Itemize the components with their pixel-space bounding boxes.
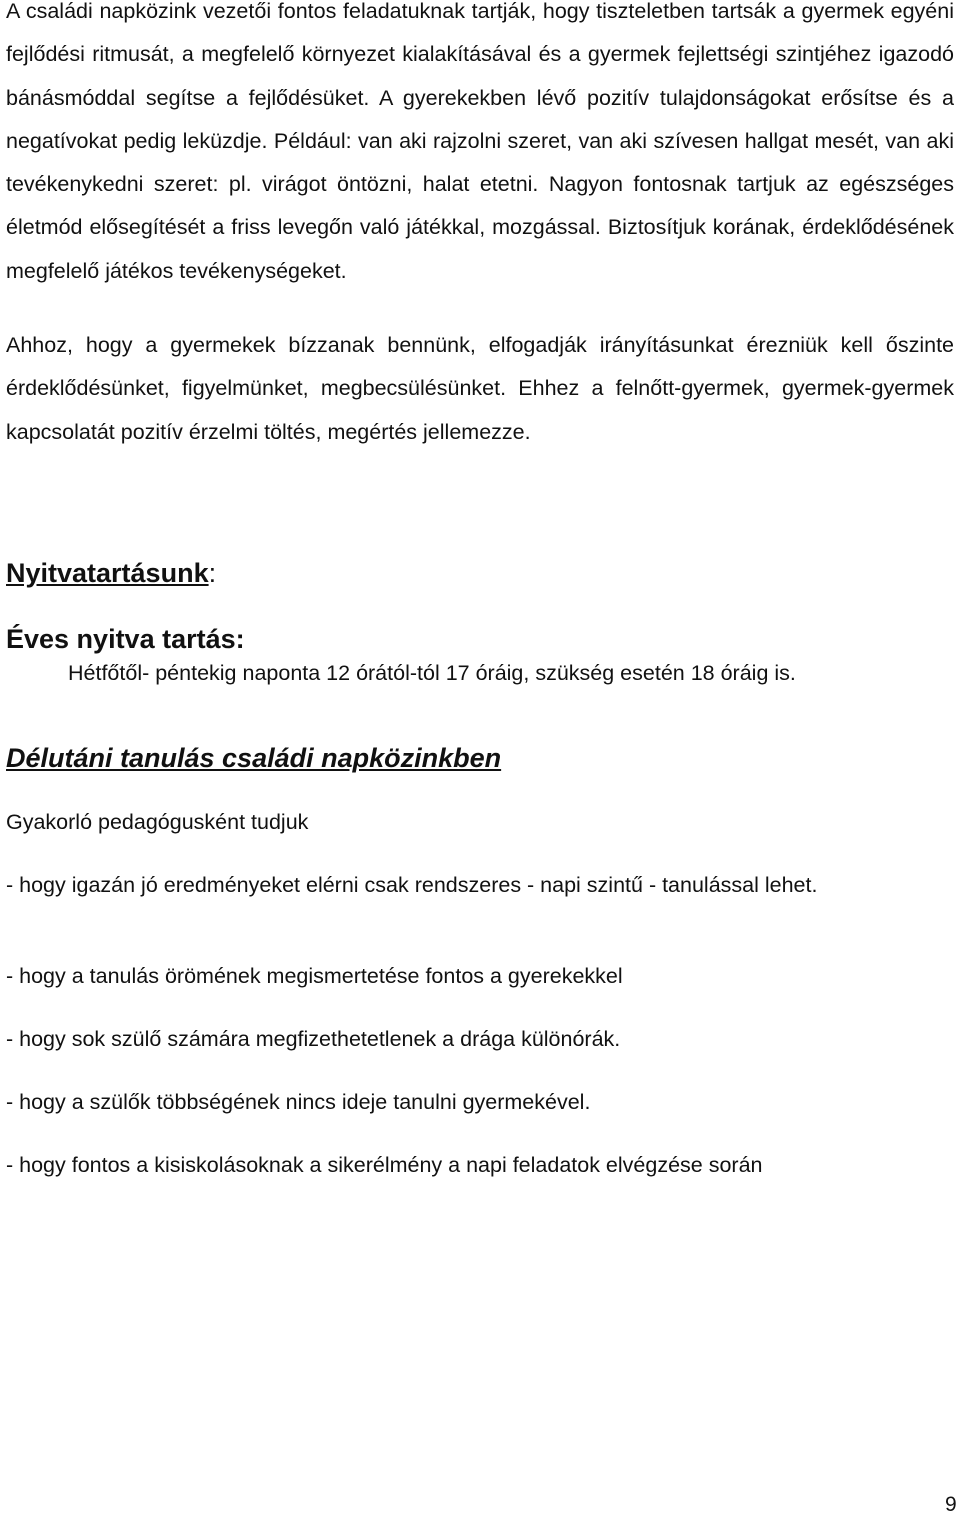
opening-hours-text: Hétfőtől- péntekig naponta 12 órától-tól 17 óráig, szükség esetén 18 óráig is. (68, 661, 796, 685)
list-item: - hogy a tanulás örömének megismertetése fontos a gyerekekkel (6, 964, 623, 988)
list-item: - hogy igazán jó eredményeket elérni csak rendszeres - napi szintű - tanulással lehet. (6, 873, 818, 897)
trust-paragraph: Ahhoz, hogy a gyermekek bízzanak bennünk, elfogadják irányításunkat érezniük kell őszinte érdeklődésünket, figyelmünket, megbecsülésünket. Ehhez a felnőtt-gyermek, gyermek-gyermek kapcsolatát pozitív érzelmi töltés, megértés jellemezze. (6, 333, 954, 444)
list-item: - hogy a szülők többségének nincs ideje tanulni gyermekével. (6, 1090, 591, 1114)
opening-hours-heading (6, 555, 216, 591)
afternoon-study-heading: Délutáni tanulás családi napközinkben (6, 743, 502, 773)
afternoon-intro: Gyakorló pedagógusként tudjuk (6, 810, 309, 834)
annual-opening-subheading: Éves nyitva tartás: (6, 624, 245, 654)
opening-hours-title: Nyitvatartásunk (6, 558, 209, 588)
intro-paragraph: A családi napközink vezetői fontos feladatuknak tartják, hogy tiszteletben tartsák a gyermek egyéni fejlődési ritmusát, a megfelelő környezet kialakításával és a gyermek fejlettségi szintjéhez igazodó bánásmóddal segítse a fejlődésüket. A gyerekekben lévő pozitív tulajdonságokat erősítse és a negatívokat pedig leküzdje. Például: van aki rajzolni szeret, van aki szívesen hallgat mesét, van aki tevékenykedni szeret: pl. virágot öntözni, halat etetni. Nagyon fontosnak tartjuk az egészséges életmód elősegítését a friss levegőn való játékkal, mozgással. Biztosítjuk korának, érdeklődésének megfelelő játékos tevékenységeket. (6, 0, 954, 283)
opening-hours-colon: : (208, 558, 217, 588)
page-number: 9 (945, 1493, 957, 1516)
list-item: - hogy sok szülő számára megfizethetetlenek a drága különórák. (6, 1027, 621, 1051)
list-item: - hogy fontos a kisiskolásoknak a sikerélmény a napi feladatok elvégzése során (6, 1153, 763, 1177)
